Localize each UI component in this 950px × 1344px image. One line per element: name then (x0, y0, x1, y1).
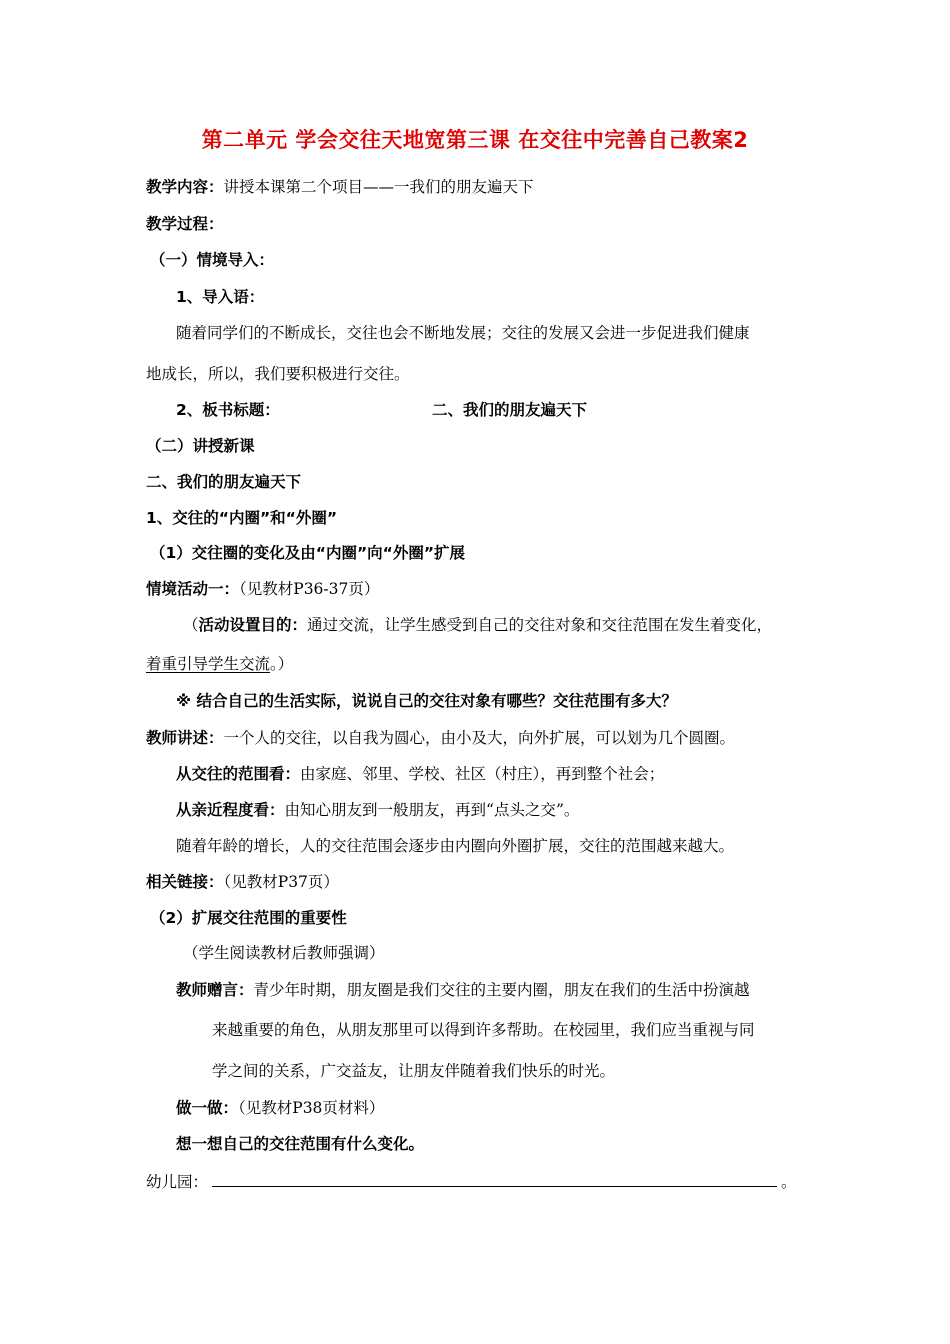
subtopic-1-1-heading: （1）交往圈的变化及由“内圈”向“外圈”扩展 (150, 544, 466, 562)
teaching-content-text: 讲授本课第二个项目——一我们的朋友遍天下 (223, 178, 534, 196)
think-prompt: 想一想自己的交往范围有什么变化。 (176, 1135, 425, 1153)
activity-1-text: （见教材P36-37页） (239, 580, 380, 598)
related-link-text: （见教材P37页） (223, 873, 339, 891)
paragraph-intro-2: 地成长，所以，我们要积极进行交往。 (146, 365, 410, 383)
board-title-text: 二、我们的朋友遍天下 (432, 401, 588, 419)
teacher-narration-text: 一个人的交往，以自我为圆心，由小及大，向外扩展，可以划为几个圆圈。 (223, 729, 736, 747)
section-1-heading: （一）情境导入： (150, 251, 275, 269)
closeness-text: 由知心朋友到一般朋友，再到“点头之交”。 (284, 801, 580, 819)
teacher-advice-label: 教师赠言： (176, 981, 254, 999)
teacher-advice-line (176, 980, 750, 1000)
teaching-process-heading: 教学过程： (146, 215, 224, 233)
activity-1-label: 情境活动一： (146, 580, 240, 598)
age-growth-paragraph: 随着年龄的增长，人的交往范围会逐步由内圈向外圈扩展，交往的范围越来越大。 (176, 837, 735, 855)
intro-heading: 1、导入语： (176, 288, 265, 306)
underlined-phrase: 着重引导学生交流 (146, 655, 271, 673)
open-paren: （ (183, 616, 199, 634)
activity-purpose-line (183, 615, 772, 635)
do-it-text: （见教材P38页材料） (238, 1099, 385, 1117)
teacher-narration-label: 教师讲述： (146, 729, 224, 747)
kindergarten-period: 。 (781, 1173, 797, 1191)
reading-note: （学生阅读教材后教师强调） (183, 944, 385, 962)
do-it-label: 做一做： (176, 1099, 239, 1117)
teacher-advice-line-2: 来越重要的角色，从朋友那里可以得到许多帮助。在校园里，我们应当重视与同 (212, 1021, 755, 1039)
activity-purpose-text: 通过交流，让学生感受到自己的交往对象和交往范围在发生着变化， (307, 616, 773, 634)
section-2-heading: （二）讲授新课 (146, 437, 255, 455)
kindergarten-answer-blank[interactable] (212, 1170, 777, 1187)
discussion-question: ※ 结合自己的生活实际，说说自己的交往对象有哪些？交往范围有多大？ (176, 692, 677, 710)
teaching-content-label: 教学内容： (146, 178, 224, 196)
activity-purpose-label: 活动设置目的： (198, 616, 308, 634)
closeness-line (176, 800, 579, 820)
related-link-label: 相关链接： (146, 873, 224, 891)
board-title-label: 2、板书标题： (176, 401, 280, 419)
scope-line (176, 764, 664, 784)
activity-1-line (146, 579, 379, 599)
document-title: 第二单元 学会交往天地宽第三课 在交往中完善自己教案2 (201, 128, 749, 152)
scope-label: 从交往的范围看： (176, 765, 301, 783)
kindergarten-line (146, 1170, 797, 1192)
topic-heading: 二、我们的朋友遍天下 (146, 473, 302, 491)
close-paren: 。） (270, 655, 294, 673)
do-it-line (176, 1098, 384, 1118)
teacher-narration-line (146, 728, 735, 748)
paragraph-intro-1: 随着同学们的不断成长，交往也会不断地发展；交往的发展又会进一步促进我们健康 (176, 324, 750, 342)
related-link-line (146, 872, 339, 892)
subtopic-1-2-heading: （2）扩展交往范围的重要性 (150, 909, 347, 927)
closeness-label: 从亲近程度看： (176, 801, 285, 819)
teacher-advice-text: 青少年时期，朋友圈是我们交往的主要内圈，朋友在我们的生活中扮演越 (253, 981, 750, 999)
activity-purpose-line-2 (146, 654, 293, 674)
kindergarten-label: 幼儿园： (146, 1173, 209, 1191)
teacher-advice-line-3: 学之间的关系，广交益友，让朋友伴随着我们快乐的时光。 (212, 1062, 616, 1080)
subtopic-1-heading: 1、交往的“内圈”和“外圈” (146, 509, 338, 527)
teaching-content-line (146, 177, 534, 197)
scope-text: 由家庭、邻里、学校、社区（村庄），再到整个社会； (300, 765, 665, 783)
